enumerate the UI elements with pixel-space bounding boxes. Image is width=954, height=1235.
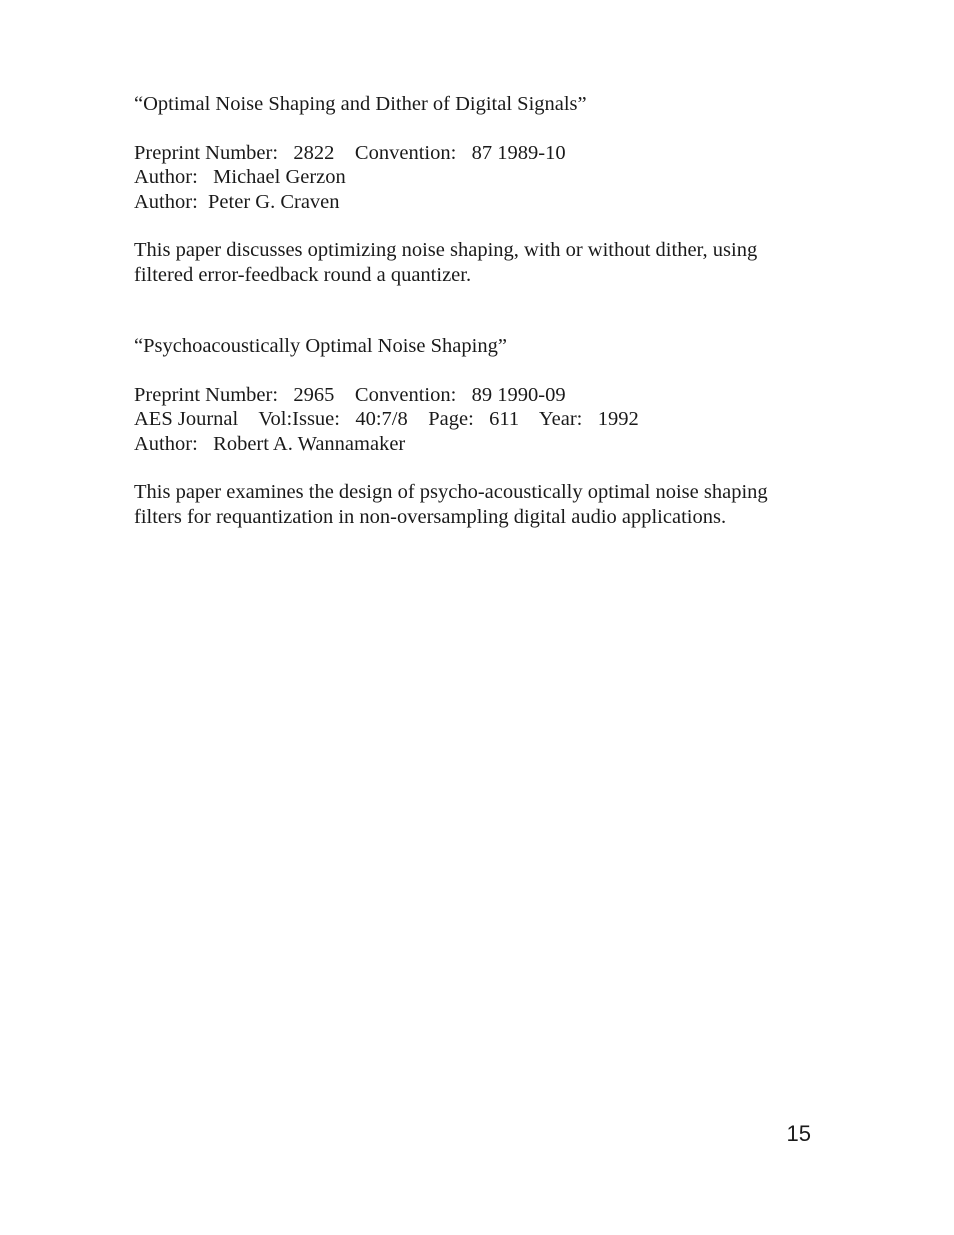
author-line: Author: Michael Gerzon — [134, 166, 346, 188]
paper-metadata — [134, 383, 834, 457]
journal-line: AES Journal Vol:Issue: 40:7/8 Page: 611 Year: 1992 — [134, 408, 639, 430]
abstract-line: This paper examines the design of psycho-acoustically optimal noise shaping — [134, 481, 768, 503]
page-number: 15 — [786, 1121, 811, 1146]
author-line: Author: Robert A. Wannamaker — [134, 432, 406, 455]
paper-entry-1 — [134, 92, 834, 287]
paper-abstract — [134, 238, 834, 287]
abstract-line: filtered error-feedback round a quantizer. — [134, 263, 472, 286]
abstract-line: filters for requantization in non-oversampling digital audio applications. — [134, 505, 727, 528]
abstract-line: This paper discusses optimizing noise shaping, with or without dither, using — [134, 239, 758, 261]
paper-title: “Optimal Noise Shaping and Dither of Digital Signals” — [134, 93, 587, 115]
preprint-line: Preprint Number: 2822 Convention: 87 1989-10 — [134, 141, 566, 164]
paper-metadata — [134, 141, 834, 215]
paper-title: “Psychoacoustically Optimal Noise Shaping” — [134, 335, 507, 357]
paper-entry-2 — [134, 334, 834, 529]
preprint-line: Preprint Number: 2965 Convention: 89 1990-09 — [134, 383, 566, 406]
author-line: Author: Peter G. Craven — [134, 190, 340, 213]
paper-abstract — [134, 480, 834, 529]
